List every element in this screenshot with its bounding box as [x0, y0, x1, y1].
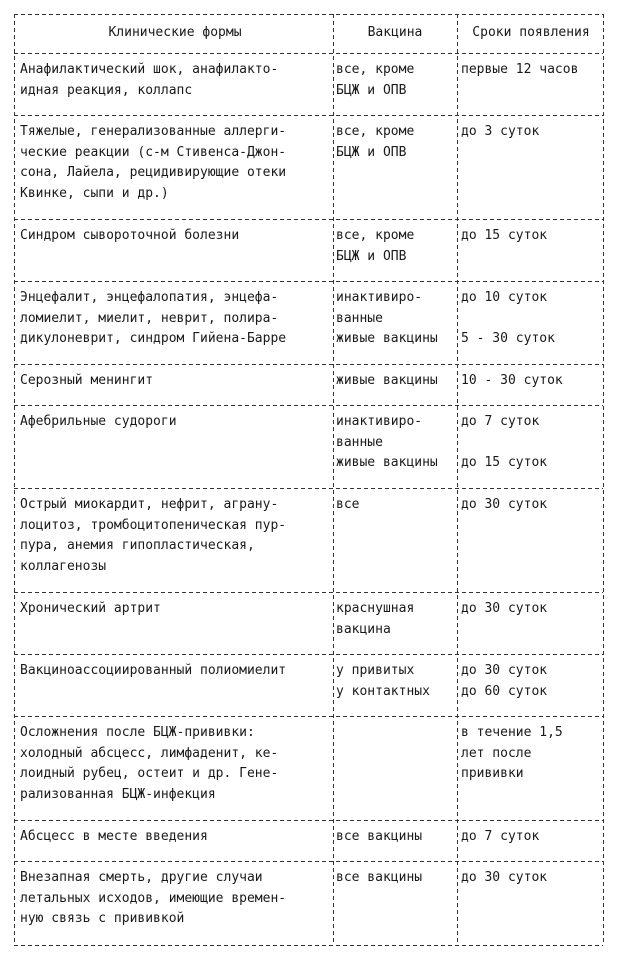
cell-vaccine-line: все вакцины	[336, 829, 423, 844]
cell-onset-line: до 15 суток	[461, 228, 548, 243]
cell-clinical-form	[20, 288, 330, 350]
cell-clinical-form	[20, 868, 330, 930]
cell-onset	[461, 599, 601, 620]
cell-vaccine-line: все, кроме	[336, 124, 415, 139]
cell-vaccine	[336, 412, 454, 474]
cell-onset	[461, 412, 601, 474]
cell-clinical-form-line: Острый миокардит, нефрит, аграну-	[20, 497, 279, 512]
cell-onset-line: до 30 суток	[461, 870, 548, 885]
cell-clinical-form	[20, 122, 330, 204]
cell-vaccine-line: БЦЖ и ОПВ	[336, 144, 407, 160]
cell-clinical-form-line: лоидный рубец, остеит и др. Гене-	[20, 766, 279, 782]
cell-vaccine-line: живые вакцины	[336, 455, 438, 471]
header-vaccine: Вакцина	[367, 25, 423, 40]
cell-onset-line: до 7 суток	[461, 829, 540, 844]
cell-vaccine	[336, 868, 454, 889]
cell-clinical-form-line: ломиелит, миелит, неврит, полира-	[20, 310, 279, 326]
cell-vaccine-line: вакцина	[336, 621, 391, 637]
cell-onset-line: до 10 суток	[461, 290, 548, 305]
cell-vaccine-line: все, кроме	[336, 62, 415, 77]
cell-clinical-form-line: Тяжелые, генерализованные аллерги-	[20, 124, 287, 139]
cell-vaccine-line: БЦЖ и ОПВ	[336, 82, 407, 98]
cell-clinical-form-line: Анафилактический шок, анафилакто-	[20, 62, 279, 77]
cell-vaccine	[336, 599, 454, 640]
cell-onset-line: до 60 суток	[461, 683, 548, 699]
cell-vaccine-line: ванные	[336, 434, 383, 450]
cell-clinical-form-line: Афебрильные судороги	[20, 414, 177, 429]
cell-clinical-form-line: холодный абсцесс, лимфаденит, ке-	[20, 745, 279, 761]
cell-onset-line: до 30 суток	[461, 601, 548, 616]
cell-clinical-form	[20, 723, 330, 805]
cell-clinical-form-line: Синдром сывороточной болезни	[20, 228, 240, 243]
cell-vaccine	[336, 60, 454, 101]
cell-vaccine-line: все, кроме	[336, 228, 415, 243]
cell-clinical-form-line: коллагенозы	[20, 558, 107, 574]
cell-clinical-form-line: ную связь с прививкой	[20, 911, 185, 927]
cell-clinical-form-line: дикулоневрит, синдром Гийена-Барре	[20, 331, 287, 347]
cell-onset-line: до 3 суток	[461, 124, 540, 139]
cell-onset-line: в течение 1,5	[461, 725, 563, 740]
cell-clinical-form-line: летальных исходов, имеющие времен-	[20, 890, 287, 906]
cell-clinical-form	[20, 495, 330, 577]
cell-vaccine-line: у контактных	[336, 683, 430, 699]
cell-onset-line: прививки	[461, 766, 524, 782]
cell-clinical-form-line: Внезапная смерть, другие случаи	[20, 870, 263, 885]
cell-onset	[461, 60, 601, 81]
cell-onset-line: до 30 суток	[461, 497, 548, 512]
cell-onset-line: первые 12 часов	[461, 62, 579, 77]
cell-onset	[461, 868, 601, 889]
cell-clinical-form	[20, 412, 330, 433]
cell-onset	[461, 226, 601, 247]
cell-onset	[461, 371, 601, 392]
cell-clinical-form	[20, 60, 330, 101]
cell-clinical-form-line: ческие реакции (с-м Стивенса-Джон-	[20, 144, 287, 160]
cell-vaccine-line: краснушная	[336, 601, 415, 616]
cell-vaccine	[336, 288, 454, 350]
cell-vaccine	[336, 661, 454, 702]
cell-vaccine-line: все	[336, 497, 360, 512]
cell-clinical-form-line: лоцитоз, тромбоцитопеническая пур-	[20, 517, 287, 533]
cell-clinical-form	[20, 599, 330, 620]
cell-vaccine-line: инактивиро-	[336, 414, 423, 429]
cell-onset-line: лет после	[461, 745, 532, 761]
cell-vaccine-line: БЦЖ и ОПВ	[336, 248, 407, 264]
cell-clinical-form	[20, 226, 330, 247]
cell-clinical-form	[20, 661, 330, 682]
cell-onset-line	[461, 309, 601, 330]
cell-vaccine-line: у привитых	[336, 663, 415, 678]
cell-onset-line: до 7 суток	[461, 414, 540, 429]
cell-clinical-form-line: Хронический артрит	[20, 601, 161, 616]
cell-vaccine	[336, 226, 454, 267]
cell-vaccine-line: все вакцины	[336, 870, 423, 885]
header-onset: Сроки появления	[472, 25, 590, 40]
cell-onset-line: до 15 суток	[461, 455, 548, 471]
cell-onset	[461, 723, 601, 785]
cell-clinical-form-line: Абсцесс в месте введения	[20, 829, 208, 844]
cell-onset	[461, 827, 601, 848]
cell-onset	[461, 288, 601, 350]
cell-clinical-form-line: Квинке, сыпи и др.)	[20, 185, 169, 201]
cell-vaccine-line: живые вакцины	[336, 373, 438, 388]
cell-onset-line: 5 - 30 суток	[461, 331, 555, 347]
cell-vaccine	[336, 371, 454, 392]
cell-vaccine-line: инактивиро-	[336, 290, 423, 305]
cell-clinical-form-line: Осложнения после БЦЖ-прививки:	[20, 725, 255, 740]
cell-clinical-form-line: Энцефалит, энцефалопатия, энцефа-	[20, 290, 279, 305]
cell-clinical-form	[20, 827, 330, 848]
cell-clinical-form-line: идная реакция, коллапс	[20, 82, 193, 98]
cell-vaccine	[336, 122, 454, 163]
cell-clinical-form-line: Вакциноассоциированный полиомиелит	[20, 663, 287, 678]
cell-onset-line	[461, 433, 601, 454]
cell-onset-line: 10 - 30 суток	[461, 373, 563, 388]
cell-vaccine-line: ванные	[336, 310, 383, 326]
cell-vaccine	[336, 827, 454, 848]
cell-onset	[461, 661, 601, 702]
cell-onset	[461, 122, 601, 143]
cell-clinical-form-line: пура, анемия гипопластическая,	[20, 538, 255, 554]
header-clinical-forms: Клинические формы	[108, 25, 242, 40]
cell-clinical-form	[20, 371, 330, 392]
cell-vaccine	[336, 495, 454, 516]
cell-clinical-form-line: сона, Лайела, рецидивирующие отеки	[20, 165, 287, 181]
cell-onset	[461, 495, 601, 516]
cell-clinical-form-line: Серозный менингит	[20, 373, 154, 388]
cell-vaccine-line: живые вакцины	[336, 331, 438, 347]
cell-onset-line: до 30 суток	[461, 663, 548, 678]
cell-clinical-form-line: рализованная БЦЖ-инфекция	[20, 786, 216, 802]
